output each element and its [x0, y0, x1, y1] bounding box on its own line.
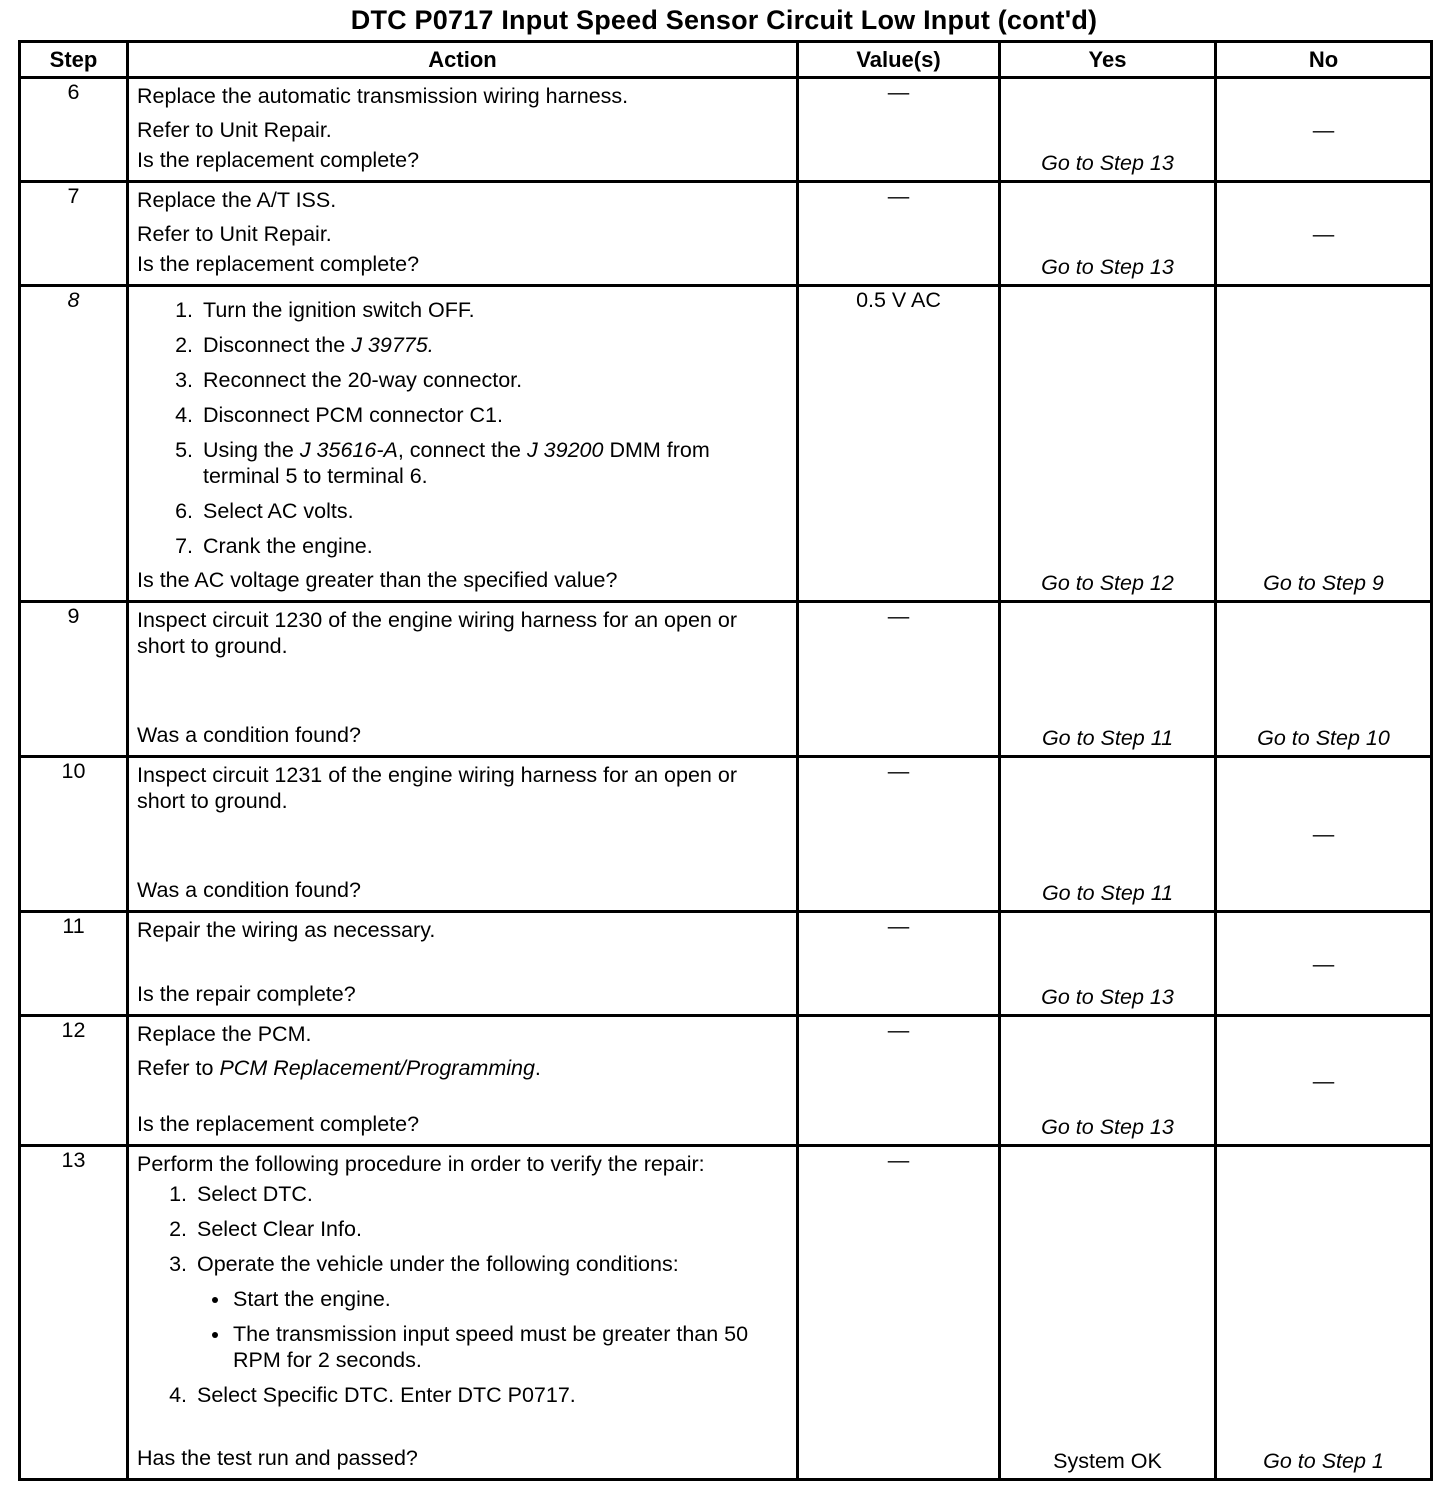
no-cell	[1216, 78, 1432, 182]
step-number: 8	[20, 286, 128, 602]
table-row-step-6	[20, 78, 1432, 182]
action-cell	[128, 78, 798, 182]
tool-reference: J 35616-A	[299, 438, 398, 462]
action-line: Replace the automatic transmission wiring harness.	[137, 84, 629, 108]
header-no: No	[1216, 42, 1432, 78]
list-item: 1. Select DTC.	[193, 1181, 788, 1207]
step-number: 10	[20, 757, 128, 912]
step-number: 11	[20, 912, 128, 1016]
no-result: Go to Step 1	[1263, 1449, 1384, 1473]
action-line: Inspect circuit 1231 of the engine wiring harness for an open or short to ground.	[137, 763, 737, 813]
action-question: Is the replacement complete?	[137, 1112, 420, 1136]
dtc-table	[18, 40, 1433, 1481]
action-line: Replace the A/T ISS.	[137, 188, 337, 212]
action-question: Has the test run and passed?	[137, 1446, 418, 1470]
action-line: Refer to Unit Repair.	[137, 222, 332, 246]
list-item: 3. Operate the vehicle under the following conditions: • Start the engine. • The transmission input speed must be greater than 50 RPM for 2 seconds.	[193, 1251, 788, 1373]
step-number: 13	[20, 1146, 128, 1480]
table-header-row	[20, 42, 1432, 78]
action-cell	[128, 912, 798, 1016]
step-number: 12	[20, 1016, 128, 1146]
no-cell	[1216, 912, 1432, 1016]
no-result: —	[1312, 951, 1335, 976]
table-row-step-9	[20, 602, 1432, 757]
yes-result: Go to Step 13	[1041, 985, 1174, 1009]
table-row-step-13	[20, 1146, 1432, 1480]
step-number: 7	[20, 182, 128, 286]
list-item: 5. Using the J 35616-A, connect the J 39200 DMM from terminal 5 to terminal 6.	[199, 437, 788, 489]
table-row-step-8	[20, 286, 1432, 602]
yes-result: Go to Step 12	[1041, 571, 1174, 595]
yes-cell	[1000, 1016, 1216, 1146]
condition-list	[197, 1286, 788, 1373]
list-item: 4. Select Specific DTC. Enter DTC P0717.	[193, 1382, 788, 1408]
value-cell: —	[798, 757, 1000, 912]
value-cell: —	[798, 1016, 1000, 1146]
yes-result: Go to Step 13	[1041, 151, 1174, 175]
action-question: Was a condition found?	[137, 723, 361, 747]
header-yes: Yes	[1000, 42, 1216, 78]
header-step: Step	[20, 42, 128, 78]
no-cell	[1216, 1016, 1432, 1146]
action-line: Repair the wiring as necessary.	[137, 918, 436, 942]
table-row-step-11	[20, 912, 1432, 1016]
no-result: —	[1312, 117, 1335, 142]
list-item: 1. Turn the ignition switch OFF.	[199, 297, 788, 323]
value-cell: —	[798, 182, 1000, 286]
yes-cell	[1000, 912, 1216, 1016]
yes-cell	[1000, 286, 1216, 602]
no-cell	[1216, 182, 1432, 286]
yes-cell	[1000, 182, 1216, 286]
value-cell: —	[798, 912, 1000, 1016]
action-cell	[128, 1016, 798, 1146]
step-number: 6	[20, 78, 128, 182]
yes-result: Go to Step 13	[1041, 255, 1174, 279]
no-result: —	[1312, 221, 1335, 246]
action-question: Is the replacement complete?	[137, 252, 420, 276]
action-cell	[128, 1146, 798, 1480]
step-number: 9	[20, 602, 128, 757]
action-question: Is the replacement complete?	[137, 148, 420, 172]
procedure-list	[137, 297, 788, 559]
list-item: 4. Disconnect PCM connector C1.	[199, 402, 788, 428]
manual-reference[interactable]: PCM Replacement/Programming	[219, 1056, 535, 1080]
bullet-item: • Start the engine.	[231, 1286, 788, 1312]
yes-result: System OK	[1053, 1449, 1162, 1473]
yes-cell	[1000, 602, 1216, 757]
action-cell	[128, 602, 798, 757]
no-result: —	[1312, 822, 1335, 846]
value-cell: —	[798, 602, 1000, 757]
yes-cell	[1000, 757, 1216, 912]
tool-reference: J 39200	[526, 438, 604, 462]
table-row-step-10	[20, 757, 1432, 912]
action-intro: Perform the following procedure in order to verify the repair:	[137, 1152, 705, 1176]
list-item: 7. Crank the engine.	[199, 533, 788, 559]
yes-result: Go to Step 13	[1041, 1115, 1174, 1139]
no-cell	[1216, 1146, 1432, 1480]
bullet-item: • The transmission input speed must be greater than 50 RPM for 2 seconds.	[231, 1321, 788, 1373]
action-question: Is the AC voltage greater than the specified value?	[137, 568, 618, 592]
action-line: Refer to Unit Repair.	[137, 118, 332, 142]
header-values: Value(s)	[798, 42, 1000, 78]
value-cell: —	[798, 78, 1000, 182]
no-result: Go to Step 9	[1263, 571, 1384, 595]
no-cell	[1216, 757, 1432, 912]
tool-reference: J 39775.	[351, 333, 434, 357]
yes-result: Go to Step 11	[1041, 726, 1174, 750]
yes-cell	[1000, 78, 1216, 182]
action-cell	[128, 286, 798, 602]
action-line: Refer to PCM Replacement/Programming.	[137, 1056, 541, 1080]
value-cell: 0.5 V AC	[798, 286, 1000, 602]
no-cell	[1216, 602, 1432, 757]
action-line: Inspect circuit 1230 of the engine wiring harness for an open or short to ground.	[137, 608, 737, 658]
page-title: DTC P0717 Input Speed Sensor Circuit Low Input (cont'd)	[350, 5, 1098, 35]
value-cell: —	[798, 1146, 1000, 1480]
action-question: Is the repair complete?	[137, 982, 356, 1006]
action-cell	[128, 182, 798, 286]
action-cell	[128, 757, 798, 912]
table-row-step-12	[20, 1016, 1432, 1146]
yes-result: Go to Step 11	[1041, 881, 1174, 905]
list-item: 2. Disconnect the J 39775.	[199, 332, 788, 358]
header-action: Action	[128, 42, 798, 78]
table-row-step-7	[20, 182, 1432, 286]
no-cell	[1216, 286, 1432, 602]
procedure-list	[137, 1181, 788, 1408]
list-item: 6. Select AC volts.	[199, 498, 788, 524]
action-line: Replace the PCM.	[137, 1022, 312, 1046]
action-question: Was a condition found?	[137, 878, 361, 902]
no-result: —	[1312, 1068, 1335, 1093]
list-item: 2. Select Clear Info.	[193, 1216, 788, 1242]
no-result: Go to Step 10	[1257, 726, 1390, 750]
list-item: 3. Reconnect the 20-way connector.	[199, 367, 788, 393]
yes-cell	[1000, 1146, 1216, 1480]
